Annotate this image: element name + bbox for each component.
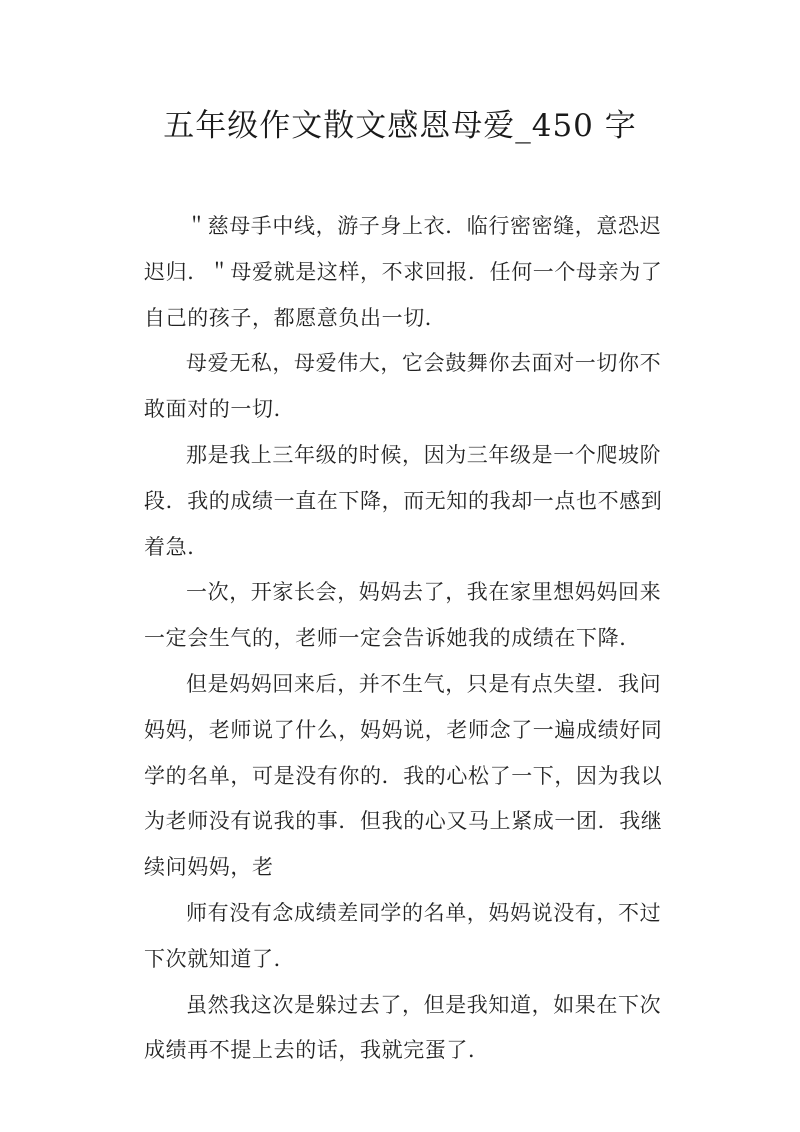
paragraph-line: ＂慈母手中线，游子身上衣．临行密密缝，意恐迟: [186, 214, 662, 238]
paragraph-3: [144, 433, 674, 570]
paragraph-7: [144, 983, 674, 1075]
paragraph-line: 段．我的成绩一直在下降，而无知的我却一点也不感到: [144, 488, 663, 513]
paragraph-line: 自己的孩子，都愿意负出一切．: [144, 305, 447, 330]
paragraph-line: 但是妈妈回来后，并不生气，只是有点失望．我问: [186, 671, 662, 696]
document-title: 五年级作文散文感恩母爱_450 字: [163, 108, 637, 144]
paragraph-line: 虽然我这次是躲过去了，但是我知道，如果在下次: [186, 992, 662, 1017]
paragraph-line: 迟归．＂母爱就是这样，不求回报．任何一个母亲为了: [144, 259, 663, 284]
paragraph-line: 为老师没有说我的事．但我的心又马上紧成一团．我继: [144, 809, 663, 834]
paragraph-line: 学的名单，可是没有你的．我的心松了一下，因为我以: [144, 763, 663, 788]
paragraph-line: 下次就知道了．: [144, 946, 296, 971]
paragraph-6: [144, 891, 674, 983]
document-body: [144, 204, 674, 1074]
paragraph-line: 续问妈妈，老: [144, 855, 274, 880]
paragraph-line: 着急．: [144, 534, 209, 559]
paragraph-4: [144, 570, 674, 662]
paragraph-line: 妈妈，老师说了什么，妈妈说，老师念了一遍成绩好同: [144, 717, 663, 742]
paragraph-line: 一次，开家长会，妈妈去了，我在家里想妈妈回来: [186, 580, 662, 605]
paragraph-line: 成绩再不提上去的话，我就完蛋了．: [144, 1038, 490, 1063]
paragraph-2: [144, 341, 674, 433]
paragraph-line: 一定会生气的，老师一定会告诉她我的成绩在下降．: [144, 626, 641, 651]
paragraph-5: [144, 662, 674, 891]
paragraph-line: 师有没有念成绩差同学的名单，妈妈说没有，不过: [186, 900, 662, 925]
paragraph-line: 敢面对的一切．: [144, 397, 296, 422]
paragraph-line: 那是我上三年级的时候，因为三年级是一个爬坡阶: [186, 442, 662, 467]
paragraph-1: [144, 204, 674, 341]
paragraph-line: 母爱无私，母爱伟大，它会鼓舞你去面对一切你不: [186, 351, 662, 376]
